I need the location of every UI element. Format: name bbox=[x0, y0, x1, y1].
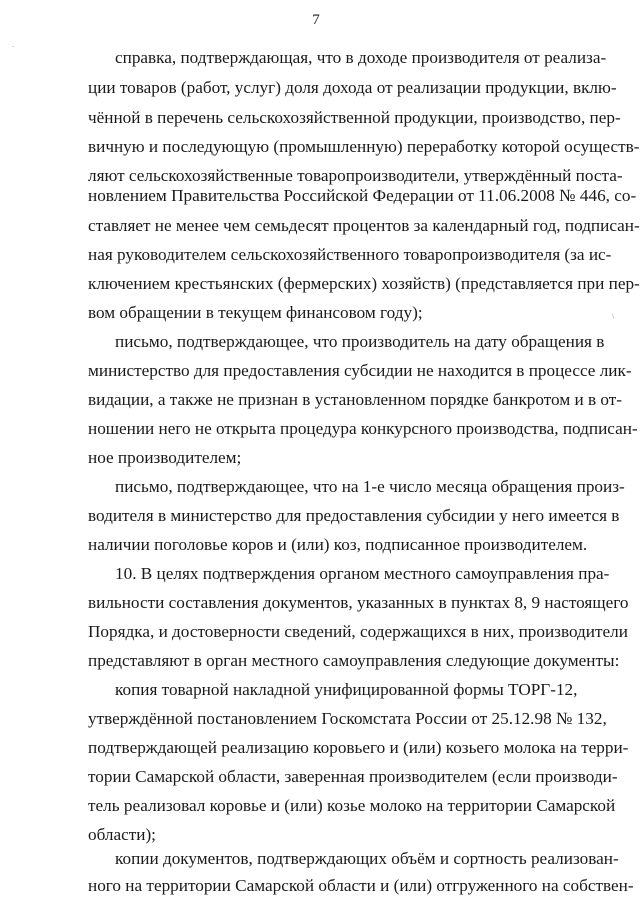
text-line: министерство для предоставления субсидии не находится в процессе лик- bbox=[88, 361, 632, 380]
text-line: наличии поголовье коров и (или) коз, подписанное производителем. bbox=[88, 535, 588, 554]
text-line: ляют сельскохозяйственные товаропроизводители, утверждённый поста- bbox=[88, 166, 623, 185]
text-line: тории Самарской области, заверенная производителем (если производи- bbox=[88, 767, 618, 786]
text-line: ключением крестьянских (фермерских) хозяйств) (представляется при пер- bbox=[88, 274, 640, 293]
text-line: новлением Правительства Российской Федерации от 11.06.2008 № 446, со- bbox=[88, 186, 637, 205]
text-line: подтверждающей реализацию коровьего и (или) козьего молока на терри- bbox=[88, 738, 629, 757]
text-line: копия товарной накладной унифицированной формы ТОРГ-12, bbox=[115, 680, 578, 699]
text-line: ного на территории Самарской области и (или) отгруженного на собствен- bbox=[88, 876, 634, 895]
text-line: справка, подтверждающая, что в доходе производителя от реализа- bbox=[115, 48, 607, 67]
text-line: письмо, подтверждающее, что на 1-е число месяца обращения произ- bbox=[115, 477, 625, 496]
text-line: вом обращении в текущем финансовом году); bbox=[88, 303, 423, 322]
text-line: вичную и последующую (промышленную) переработку которой осуществ- bbox=[88, 137, 640, 156]
text-line: видации, а также не признан в установленном порядке банкротом и в от- bbox=[88, 390, 623, 409]
text-line: копии документов, подтверждающих объём и сортность реализован- bbox=[115, 849, 619, 868]
text-line: ная руководителем сельскохозяйственного товаропроизводителя (за ис- bbox=[88, 245, 612, 264]
text-line: 10. В целях подтверждения органом местного самоуправления пра- bbox=[115, 564, 610, 583]
text-line: водителя в министерство для предоставления субсидии у него имеется в bbox=[88, 506, 620, 525]
text-line: ное производителем; bbox=[88, 448, 242, 467]
scan-mark: \ bbox=[612, 312, 615, 321]
page-number: 7 bbox=[312, 12, 320, 28]
text-line: письмо, подтверждающее, что производитель на дату обращения в bbox=[115, 332, 605, 351]
text-line: ции товаров (работ, услуг) доля дохода от реализации продукции, вклю- bbox=[88, 78, 617, 97]
text-line: тель реализовал коровье и (или) козье молоко на территории Самарской bbox=[88, 796, 616, 815]
text-line: представляют в орган местного самоуправления следующие документы: bbox=[88, 651, 620, 670]
text-line: вильности составления документов, указанных в пунктах 8, 9 настоящего bbox=[88, 593, 629, 612]
text-line: утверждённой постановлением Госкомстата России от 25.12.98 № 132, bbox=[88, 709, 607, 728]
text-line: ношении него не открыта процедура конкурсного производства, подписан- bbox=[88, 419, 638, 438]
text-line: ставляет не менее чем семьдесят процентов за календарный год, подписан- bbox=[88, 216, 640, 235]
text-line: Порядка, и достоверности сведений, содержащихся в них, производители bbox=[88, 622, 628, 641]
scan-mark: . bbox=[12, 40, 14, 49]
text-line: чённой в перечень сельскохозяйственной продукции, производство, пер- bbox=[88, 108, 621, 127]
text-line: области); bbox=[88, 825, 156, 844]
